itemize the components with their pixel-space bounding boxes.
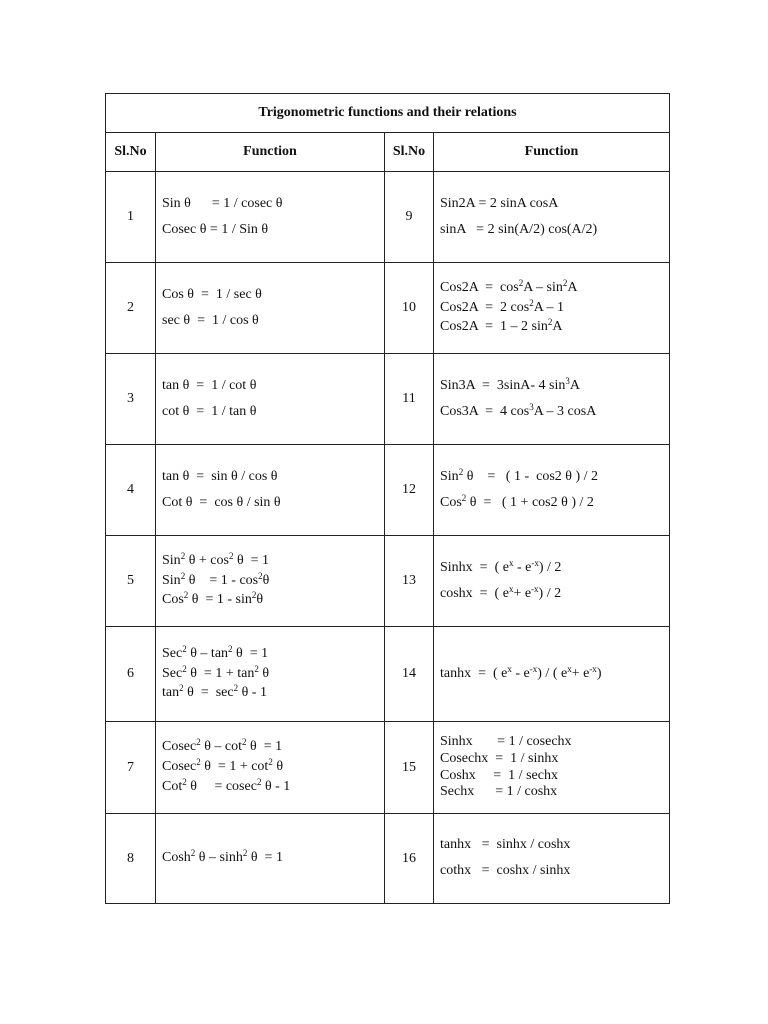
superscript: 2 — [242, 737, 247, 748]
formula-text: θ = sec — [183, 685, 234, 701]
formula-line — [440, 583, 669, 603]
formula-text: ) / 2 — [538, 585, 562, 601]
formula-text: Cosechx = 1 / sinhx — [440, 750, 559, 766]
superscript: x — [507, 663, 512, 674]
formula-line — [162, 685, 384, 702]
serial-number-left: 7 — [106, 722, 156, 814]
formula-line — [440, 751, 669, 768]
function-cell-left — [156, 263, 385, 354]
superscript: -x — [531, 557, 539, 568]
formula-text: A — [552, 319, 563, 335]
formula-line — [440, 297, 669, 317]
formula-text: Cosh — [162, 850, 191, 866]
serial-number-right: 10 — [385, 263, 434, 354]
table-row — [106, 172, 670, 263]
formula-text: + e — [571, 665, 590, 681]
formula-text: Cos3A = 4 cos — [440, 403, 530, 419]
function-cell-left — [156, 536, 385, 627]
formula-line — [162, 196, 384, 213]
formula-text: θ = 1 - sin — [188, 592, 252, 608]
superscript: -x — [529, 663, 538, 674]
table-row — [106, 445, 670, 536]
formula-text: Cosec θ = 1 / Sin θ — [162, 221, 269, 237]
superscript: 3 — [565, 375, 570, 386]
superscript: 2 — [228, 643, 233, 654]
superscript: 2 — [547, 317, 553, 328]
formula-line — [440, 492, 669, 512]
serial-number-left: 4 — [106, 445, 156, 536]
serial-number-left: 3 — [106, 354, 156, 445]
superscript: 2 — [268, 757, 273, 768]
superscript: 2 — [180, 570, 186, 581]
serial-number-right: 16 — [385, 814, 434, 904]
formula-line — [162, 222, 384, 239]
formula-text: Cos2A = 2 cos — [440, 299, 530, 315]
table-body — [106, 172, 670, 904]
superscript: 3 — [529, 401, 534, 412]
superscript: 2 — [196, 757, 201, 768]
formula-text: Sin2A = 2 sinA cosA — [440, 195, 559, 211]
formula-line — [162, 850, 384, 867]
function-cell-right — [434, 536, 670, 627]
superscript: 2 — [518, 277, 524, 288]
formula-text: Cosec — [162, 759, 197, 775]
formula-text: ) — [596, 665, 602, 681]
formula-line — [162, 495, 384, 512]
table-row — [106, 627, 670, 722]
table-row — [106, 814, 670, 904]
superscript: 2 — [183, 590, 189, 601]
formula-line — [440, 401, 669, 421]
function-cell-right — [434, 445, 670, 536]
superscript: x — [567, 663, 572, 674]
formula-line — [162, 313, 384, 330]
formula-line — [162, 570, 384, 590]
formula-line — [162, 592, 384, 609]
formula-text: Cot θ = cos θ / sin θ — [162, 494, 281, 510]
superscript: 2 — [196, 737, 201, 748]
formula-line — [162, 759, 384, 776]
formula-text: θ = 1 + tan — [186, 665, 255, 681]
serial-number-right: 15 — [385, 722, 434, 814]
formula-line — [162, 643, 384, 663]
superscript: 2 — [182, 643, 187, 654]
function-cell-right — [434, 263, 670, 354]
formula-line — [440, 663, 669, 683]
formula-text: θ = 1 + cot — [200, 759, 269, 775]
formula-text: A — [567, 279, 578, 295]
formula-line — [440, 768, 669, 785]
superscript: 2 — [190, 848, 196, 859]
serial-number-left: 2 — [106, 263, 156, 354]
formula-line — [162, 550, 384, 570]
formula-text: θ — [256, 592, 264, 608]
superscript: 2 — [562, 277, 568, 288]
formula-text: θ = ( 1 + cos2 θ ) / 2 — [466, 494, 594, 510]
formula-text: θ = cosec — [186, 778, 257, 794]
formula-line — [440, 222, 669, 239]
formula-line — [440, 784, 669, 801]
formula-line — [162, 378, 384, 395]
serial-number-right: 9 — [385, 172, 434, 263]
formula-text: Cosec — [162, 739, 197, 755]
function-cell-right — [434, 814, 670, 904]
superscript: -x — [531, 583, 539, 594]
formula-text: θ = ( 1 - cos2 θ ) / 2 — [463, 468, 599, 484]
formula-text: Sechx = 1 / coshx — [440, 784, 558, 800]
formula-text: coshx = ( e — [440, 585, 509, 601]
formula-text: sinA = 2 sin(A/2) cos(A/2) — [440, 221, 598, 237]
function-cell-left — [156, 354, 385, 445]
header-function-left: Function — [156, 133, 385, 172]
superscript: 2 — [182, 776, 187, 787]
serial-number-left: 5 — [106, 536, 156, 627]
formula-line — [440, 557, 669, 577]
formula-text: Coshx = 1 / sechx — [440, 767, 558, 783]
superscript: 2 — [233, 683, 239, 694]
formula-line — [440, 196, 669, 213]
formula-line — [440, 734, 669, 751]
function-cell-right — [434, 354, 670, 445]
formula-text: tan — [162, 685, 180, 701]
formula-text: θ – tan — [186, 645, 229, 661]
serial-number-right: 14 — [385, 627, 434, 722]
formula-text: Cos2A = 1 – 2 sin — [440, 319, 548, 335]
superscript: -x — [589, 663, 597, 674]
superscript: x — [508, 557, 514, 568]
superscript: 2 — [179, 683, 184, 694]
superscript: 2 — [242, 848, 248, 859]
formula-line — [440, 466, 669, 486]
formula-text: θ = 1 - cos — [185, 572, 259, 588]
function-cell-right — [434, 172, 670, 263]
formula-text: Sin — [162, 572, 181, 588]
superscript: 2 — [228, 550, 234, 561]
serial-number-right: 11 — [385, 354, 434, 445]
formula-text: Sinhx = 1 / cosechx — [440, 733, 572, 749]
formula-text: Cos — [162, 592, 184, 608]
table-row — [106, 263, 670, 354]
table-row — [106, 536, 670, 627]
formula-text: Sin3A = 3sinA- 4 sin — [440, 377, 566, 393]
superscript: 2 — [251, 590, 257, 601]
formula-line — [162, 739, 384, 756]
formula-text: Sec — [162, 645, 183, 661]
formula-line — [162, 469, 384, 486]
table-title: Trigonometric functions and their relations — [106, 94, 670, 133]
formula-text: ) / ( e — [537, 665, 568, 681]
table-row — [106, 722, 670, 814]
formula-text: Cos θ = 1 / sec θ — [162, 286, 262, 302]
formula-text: + e — [513, 585, 532, 601]
formula-line — [440, 277, 669, 297]
formula-line — [162, 663, 384, 683]
formula-text: θ – sinh — [195, 850, 243, 866]
formula-text: tan θ = 1 / cot θ — [162, 377, 257, 393]
function-cell-left — [156, 814, 385, 904]
formula-text: Sin — [162, 552, 181, 568]
formula-text: θ = 1 — [232, 645, 269, 661]
formula-text: A – sin — [523, 279, 563, 295]
formula-text: Sin θ = 1 / cosec θ — [162, 195, 283, 211]
serial-number-left: 6 — [106, 627, 156, 722]
superscript: 2 — [180, 550, 186, 561]
serial-number-left: 8 — [106, 814, 156, 904]
header-function-right: Function — [434, 133, 670, 172]
formula-line — [162, 287, 384, 304]
formula-text: θ - 1 — [238, 685, 267, 701]
formula-text: Cos2A = cos — [440, 279, 519, 295]
superscript: 2 — [461, 492, 467, 503]
formula-text: tanhx = ( e — [440, 665, 508, 681]
formula-text: θ — [258, 665, 270, 681]
formula-text: θ + cos — [185, 552, 229, 568]
function-cell-right — [434, 722, 670, 814]
formula-line — [162, 776, 384, 796]
formula-text: θ — [262, 572, 270, 588]
formula-text: θ - 1 — [261, 778, 291, 794]
superscript: 2 — [258, 570, 263, 581]
serial-number-left: 1 — [106, 172, 156, 263]
superscript: 2 — [254, 663, 259, 674]
superscript: 2 — [182, 663, 187, 674]
header-slno-left: Sl.No — [106, 133, 156, 172]
formula-text: - e — [511, 665, 530, 681]
formula-text: A – 3 cosA — [533, 403, 597, 419]
formula-text: A – 1 — [533, 299, 565, 315]
superscript: 2 — [529, 297, 534, 308]
formula-text: cothx = coshx / sinhx — [440, 863, 571, 878]
trig-table — [105, 93, 670, 904]
formula-text: sec θ = 1 / cos θ — [162, 312, 259, 328]
formula-text: ) / 2 — [538, 559, 562, 575]
formula-text: cot θ = 1 / tan θ — [162, 403, 257, 419]
superscript: 2 — [256, 776, 262, 787]
serial-number-right: 13 — [385, 536, 434, 627]
function-cell-left — [156, 445, 385, 536]
formula-line — [440, 863, 669, 880]
header-slno-right: Sl.No — [385, 133, 434, 172]
formula-text: θ – cot — [200, 739, 243, 755]
formula-line — [162, 404, 384, 421]
formula-text: Cos — [440, 494, 462, 510]
formula-text: A — [569, 377, 580, 393]
function-cell-left — [156, 722, 385, 814]
formula-text: θ = 1 — [246, 739, 283, 755]
formula-text: Sin — [440, 468, 459, 484]
formula-text: θ = 1 — [233, 552, 270, 568]
formula-text: θ = 1 — [247, 850, 283, 866]
formula-text: Cot — [162, 778, 183, 794]
superscript: x — [508, 583, 514, 594]
superscript: 2 — [458, 466, 464, 477]
formula-text: Sinhx = ( e — [440, 559, 509, 575]
function-cell-left — [156, 627, 385, 722]
formula-text: tan θ = sin θ / cos θ — [162, 468, 278, 484]
formula-line — [440, 837, 669, 854]
function-cell-right — [434, 627, 670, 722]
formula-text: θ — [272, 759, 284, 775]
formula-line — [440, 319, 669, 336]
formula-text: Sec — [162, 665, 183, 681]
serial-number-right: 12 — [385, 445, 434, 536]
function-cell-left — [156, 172, 385, 263]
formula-text: - e — [513, 559, 532, 575]
formula-line — [440, 375, 669, 395]
table-row — [106, 354, 670, 445]
formula-text: tanhx = sinhx / coshx — [440, 837, 571, 853]
